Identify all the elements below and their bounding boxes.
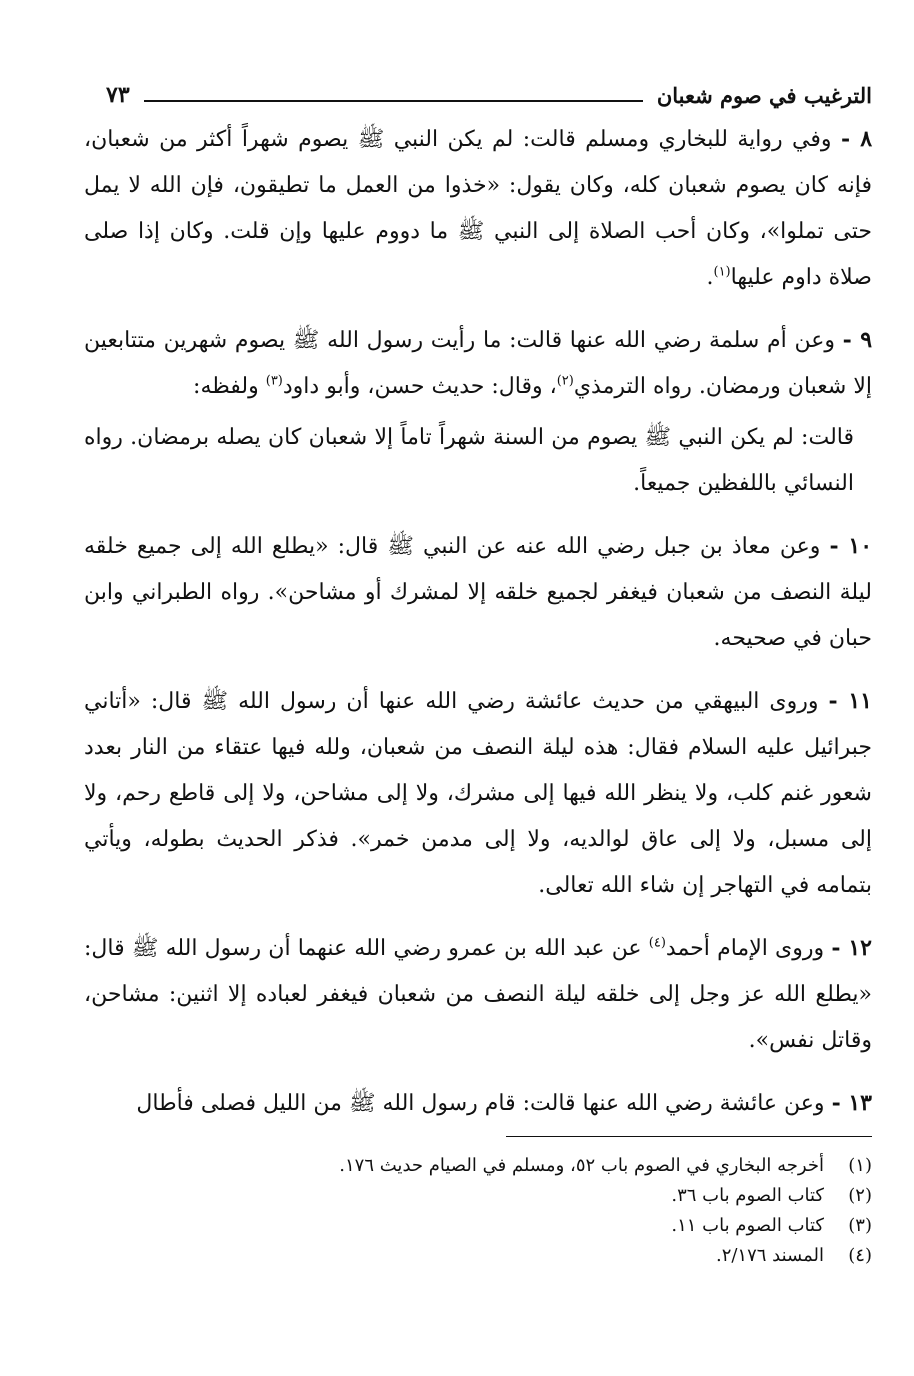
paragraph-text: وروى البيهقي من حديث عائشة رضي الله عنها أن رسول الله ﷺ قال: «أتاني جبرائيل عليه السلام فقال: هذه ليلة النصف من شعبان، ولله فيها عتقاء من النار بعدد شعور غنم كلب، ولا ينظر الله فيها إلى مشرك، ولا إلى مشاحن، ولا إلى قاطع رحم، ولا إلى مسبل، ولا إلى عاق لوالديه، ولا إلى مدمن خمر». فذكر الحديث بطوله، ويأتي بتمامه في التهاجر إن شاء الله تعالى.	[84, 689, 872, 898]
footnote-text: كتاب الصوم باب ١١.	[671, 1215, 824, 1236]
page-header	[106, 78, 872, 112]
page-number: ٧٣	[106, 82, 130, 108]
header-rule	[144, 100, 643, 102]
footnote-item	[84, 1181, 872, 1211]
running-title: الترغيب في صوم شعبان	[656, 82, 872, 108]
hadith-paragraph-9-variant	[84, 414, 872, 507]
hadith-paragraph-10	[84, 523, 872, 662]
paragraph-text: .	[706, 265, 714, 290]
hadith-paragraph-11	[84, 678, 872, 909]
hadith-number: ١٠ -	[829, 533, 873, 559]
hadith-paragraph-13	[84, 1080, 872, 1127]
paragraph-text: ولفظه:	[193, 374, 266, 399]
footnote-number: (٤)	[848, 1245, 872, 1266]
footnote-number: (١)	[848, 1155, 872, 1176]
footnote-item	[84, 1211, 872, 1241]
footnote-text: المسند ٢/١٧٦.	[715, 1245, 824, 1266]
hadith-number: ٩ -	[842, 327, 873, 353]
paragraph-text: قالت: لم يكن النبي ﷺ يصوم من السنة شهراً تاماً إلا شعبان كان يصله برمضان. رواه النسائي باللفظين جميعاً.	[84, 425, 854, 496]
paragraph-text: وعن معاذ بن جبل رضي الله عنه عن النبي ﷺ قال: «يطلع الله إلى جميع خلقه ليلة النصف من شعبان فيغفر لجميع خلقه إلا لمشرك أو مشاحن». رواه الطبراني وابن حبان في صحيحه.	[84, 534, 872, 651]
hadith-paragraph-12	[84, 925, 872, 1064]
footnote-rule	[506, 1136, 872, 1137]
hadith-number: ٨ -	[840, 126, 873, 152]
footnote-text: كتاب الصوم باب ٣٦.	[671, 1185, 824, 1206]
footnote-list	[84, 1151, 872, 1271]
paragraph-text: وعن عائشة رضي الله عنها قالت: قام رسول الله ﷺ من الليل فصلى فأطال	[136, 1091, 825, 1116]
hadith-number: ١١ -	[828, 688, 872, 714]
hadith-paragraph-9	[84, 317, 872, 410]
paragraph-text: وفي رواية للبخاري ومسلم قالت: لم يكن النبي ﷺ يصوم شهراً أكثر من شعبان، فإنه كان يصوم شعبان كله، وكان يقول: «خذوا من العمل ما تطيقون، فإن الله لا يمل حتى تملوا»، وكان أحب الصلاة إلى النبي ﷺ ما دووم عليها وإن قلت. وكان إذا صلى صلاة داوم عليها	[84, 127, 872, 290]
footnote-number: (٢)	[848, 1185, 872, 1206]
main-text	[84, 116, 872, 1143]
footnote-marker: (١)	[713, 264, 731, 280]
footnote-text: أخرجه البخاري في الصوم باب ٥٢، ومسلم في الصيام حديث ١٧٦.	[339, 1155, 824, 1176]
footnotes-section	[84, 1136, 872, 1271]
paragraph-text: ، وقال: حديث حسن، وأبو داود	[282, 374, 557, 399]
paragraph-text: عن عبد الله بن عمرو رضي الله عنهما أن رسول الله ﷺ قال: «يطلع الله عز وجل إلى خلقه ليلة النصف من شعبان فيغفر لعباده إلا اثنين: مشاحن، وقاتل نفس».	[84, 936, 872, 1053]
hadith-paragraph-8	[84, 116, 872, 301]
paragraph-text: وروى الإمام أحمد	[665, 936, 825, 961]
footnote-marker: (٤)	[648, 935, 666, 951]
hadith-number: ١٣ -	[831, 1090, 872, 1116]
footnote-item	[84, 1151, 872, 1181]
footnote-item	[84, 1241, 872, 1271]
footnote-marker: (٢)	[556, 373, 574, 389]
footnote-number: (٣)	[848, 1215, 872, 1236]
footnote-marker: (٣)	[265, 373, 283, 389]
hadith-number: ١٢ -	[831, 935, 872, 961]
paragraph-text: وعن أم سلمة رضي الله عنها قالت: ما رأيت رسول الله ﷺ يصوم شهرين متتابعين إلا شعبان ورمضان. رواه الترمذي	[84, 328, 872, 399]
